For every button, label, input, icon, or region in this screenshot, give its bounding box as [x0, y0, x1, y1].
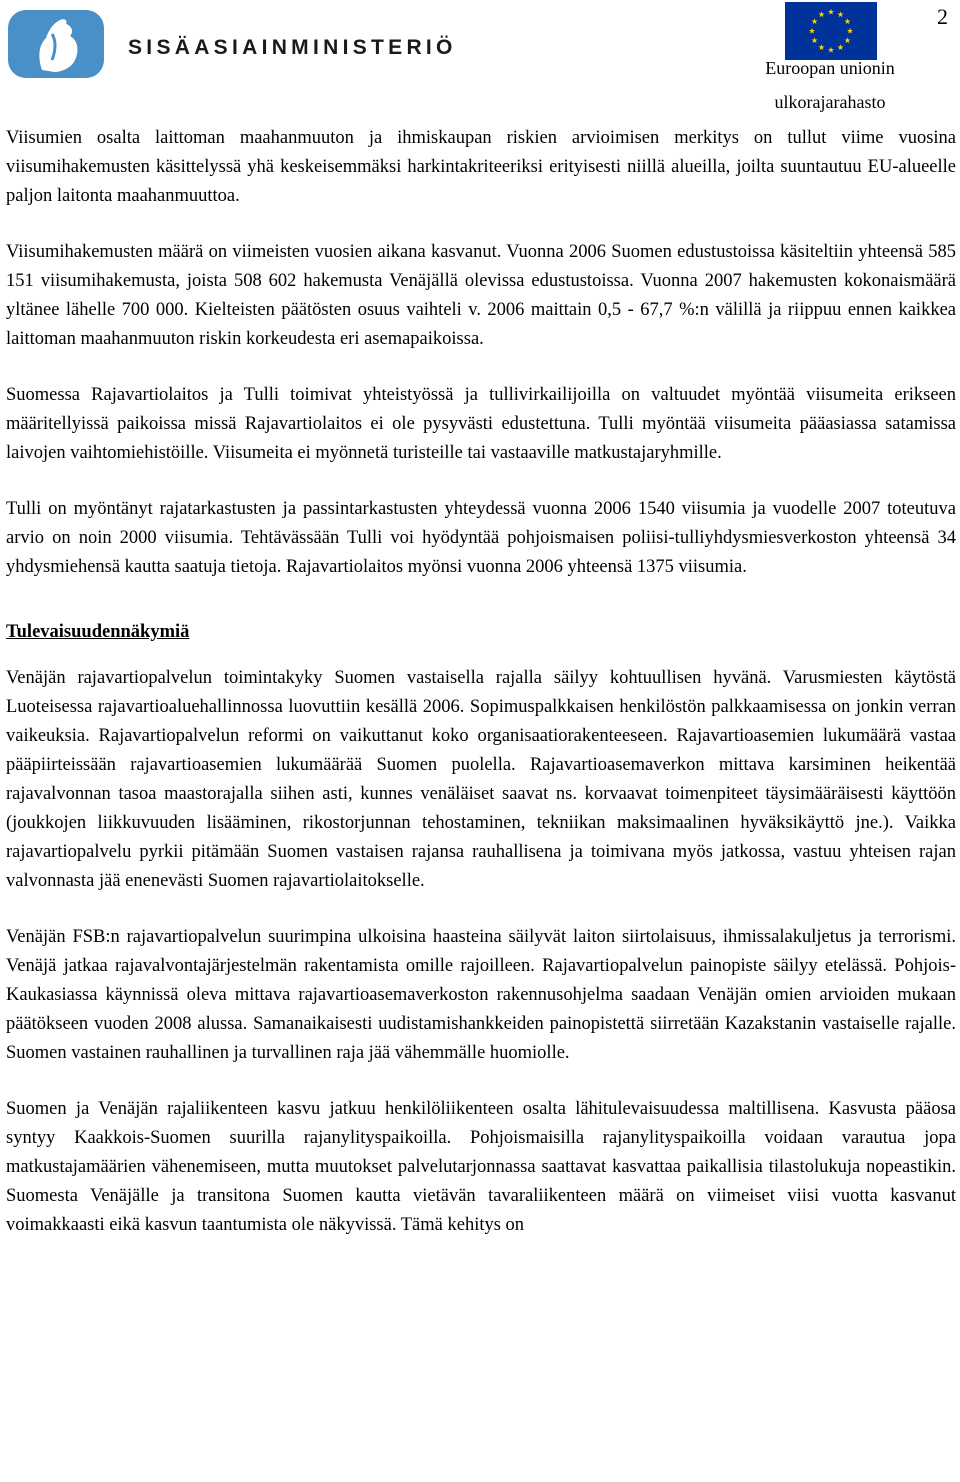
page-number: 2 — [937, 4, 948, 29]
section-heading: Tulevaisuudennäkymiä — [6, 622, 190, 642]
body-paragraph: Suomen ja Venäjän rajaliikenteen kasvu jatkuu henkilöliikenteen osalta lähitulevaisuudessa maltillisena. Kasvusta pääosa syntyy Kaakkois-Suomen suurilla rajanylityspaikoilla. Pohjoismaisilla rajanylityspaikoilla voidaan varautua jopa matkustajamäärien vähenemiseen, mutta muutokset palvelutarjonnassa saattavat kasvattaa paikallisia tilastolukuja nopeastikin. Suomesta Venäjälle ja transitona Suomen kautta vietävän tavaraliikenteen määrä on viimeiset viisi vuotta kasvanut voimakkaasti eikä kasvun taantumista ole näkyvissä. Tämä kehitys on — [6, 1099, 956, 1235]
ministry-logo-icon — [8, 10, 104, 78]
body-paragraph: Suomessa Rajavartiolaitos ja Tulli toimivat yhteistyössä ja tullivirkailijoilla on valtuudet myöntää viisumeita erikseen määritellyissä paikoissa missä Rajavartiolaitos ei ole pysyvästi edustettuna. Tulli myöntää viisumeita pääasiassa satamissa laivojen vaihtomiehistöille. Viisumeita ei myönnetä turisteille tai vastaaville matkustajaryhmille. — [6, 385, 956, 463]
eu-fund-caption-line1: Euroopan unionin — [765, 58, 895, 78]
document-body — [6, 124, 956, 1267]
eu-flag-icon — [785, 2, 877, 60]
eu-fund-caption-line2: ulkorajarahasto — [774, 92, 886, 112]
body-paragraph: Venäjän rajavartiopalvelun toimintakyky Suomen vastaisella rajalla säilyy kohtuullisen hyvänä. Varusmiesten käytöstä Luoteisessa rajavartioaluehallinnossa luovuttiin kesällä 2006. Sopimuspalkkaisen henkilöstön palkkaamisessa on jonkin verran vaikeuksia. Rajavartiopalvelun reformi on vaikuttanut koko organisaatiorakenteeseen. Rajavartioasemien lukumäärä vastaa pääpiirteissään rajavartioasemien lukumäärää Suomen puolella. Rajavartioasemaverkon mittava karsiminen heikentää rajavalvonnan tasoa maastorajalla siihen asti, kunnes venäläiset saavat ns. korvaavat toimenpiteet täysimääräisesti käyttöön (joukkojen liikkuvuuden lisääminen, rikostorjunnan tehostaminen, tekniikan maksimaalinen hyväksikäyttö jne.). Vaikka rajavartiopalvelu pyrkii pitämään Suomen vastaisen rajansa rauhallisena ja toimivana myös jatkossa, vastuu yhteisen rajan valvonnasta jää enenevästi Suomen rajavartiolaitokselle. — [6, 668, 956, 891]
ministry-name: SISÄASIAINMINISTERIÖ — [128, 36, 457, 59]
body-paragraph: Venäjän FSB:n rajavartiopalvelun suurimpina ulkoisina haasteina säilyvät laiton siirtolaisuus, ihmissalakuljetus ja terrorismi. Venäjä jatkaa rajavalvontajärjestelmän rakentamista omille rajoilleen. Rajavartiopalvelun painopiste säilyy etelässä. Pohjois-Kaukasiassa käynnissä oleva mittava rajavartioasemaverkoston rakennusohjelma saadaan Venäjän omien arvioiden mukaan päätökseen vuoden 2008 alussa. Samanaikaisesti uudistamishankkeiden painopistettä siirretään Kazakstanin vastaiselle rajalle. Suomen vastainen rauhallinen ja turvallinen raja jää vähemmälle huomiolle. — [6, 927, 956, 1063]
body-paragraph: Viisumien osalta laittoman maahanmuuton ja ihmiskaupan riskien arvioimisen merkitys on tullut viime vuosina viisumihakemusten käsittelyssä yhä keskeisemmäksi harkintakriteeriksi erityisesti niillä alueilla, joilta suuntautuu EU-alueelle paljon laitonta maahanmuuttoa. — [6, 128, 956, 206]
body-paragraph: Tulli on myöntänyt rajatarkastusten ja passintarkastusten yhteydessä vuonna 2006 1540 viisumia ja vuodelle 2007 toteutuva arvio on noin 2000 viisumia. Tehtävässään Tulli voi hyödyntää pohjoismaisen poliisi-tulliyhdysmiesverkoston yhteensä 34 yhdysmiehensä kautta saatuja tietoja. Rajavartiolaitos myönsi vuonna 2006 yhteensä 1375 viisumia. — [6, 499, 956, 577]
body-paragraph: Viisumihakemusten määrä on viimeisten vuosien aikana kasvanut. Vuonna 2006 Suomen edustustoissa käsiteltiin yhteensä 585 151 viisumihakemusta, joista 508 602 hakemusta Venäjällä olevissa edustustoissa. Vuonna 2007 hakemusten kokonaismäärä yltänee lähelle 700 000. Kielteisten päätösten osuus vaihteli v. 2006 maittain 0,5 - 67,7 %:n välillä ja riippuu ennen kaikkea laittoman maahanmuuton riskin korkeudesta eri asemapaikoissa. — [6, 242, 956, 349]
